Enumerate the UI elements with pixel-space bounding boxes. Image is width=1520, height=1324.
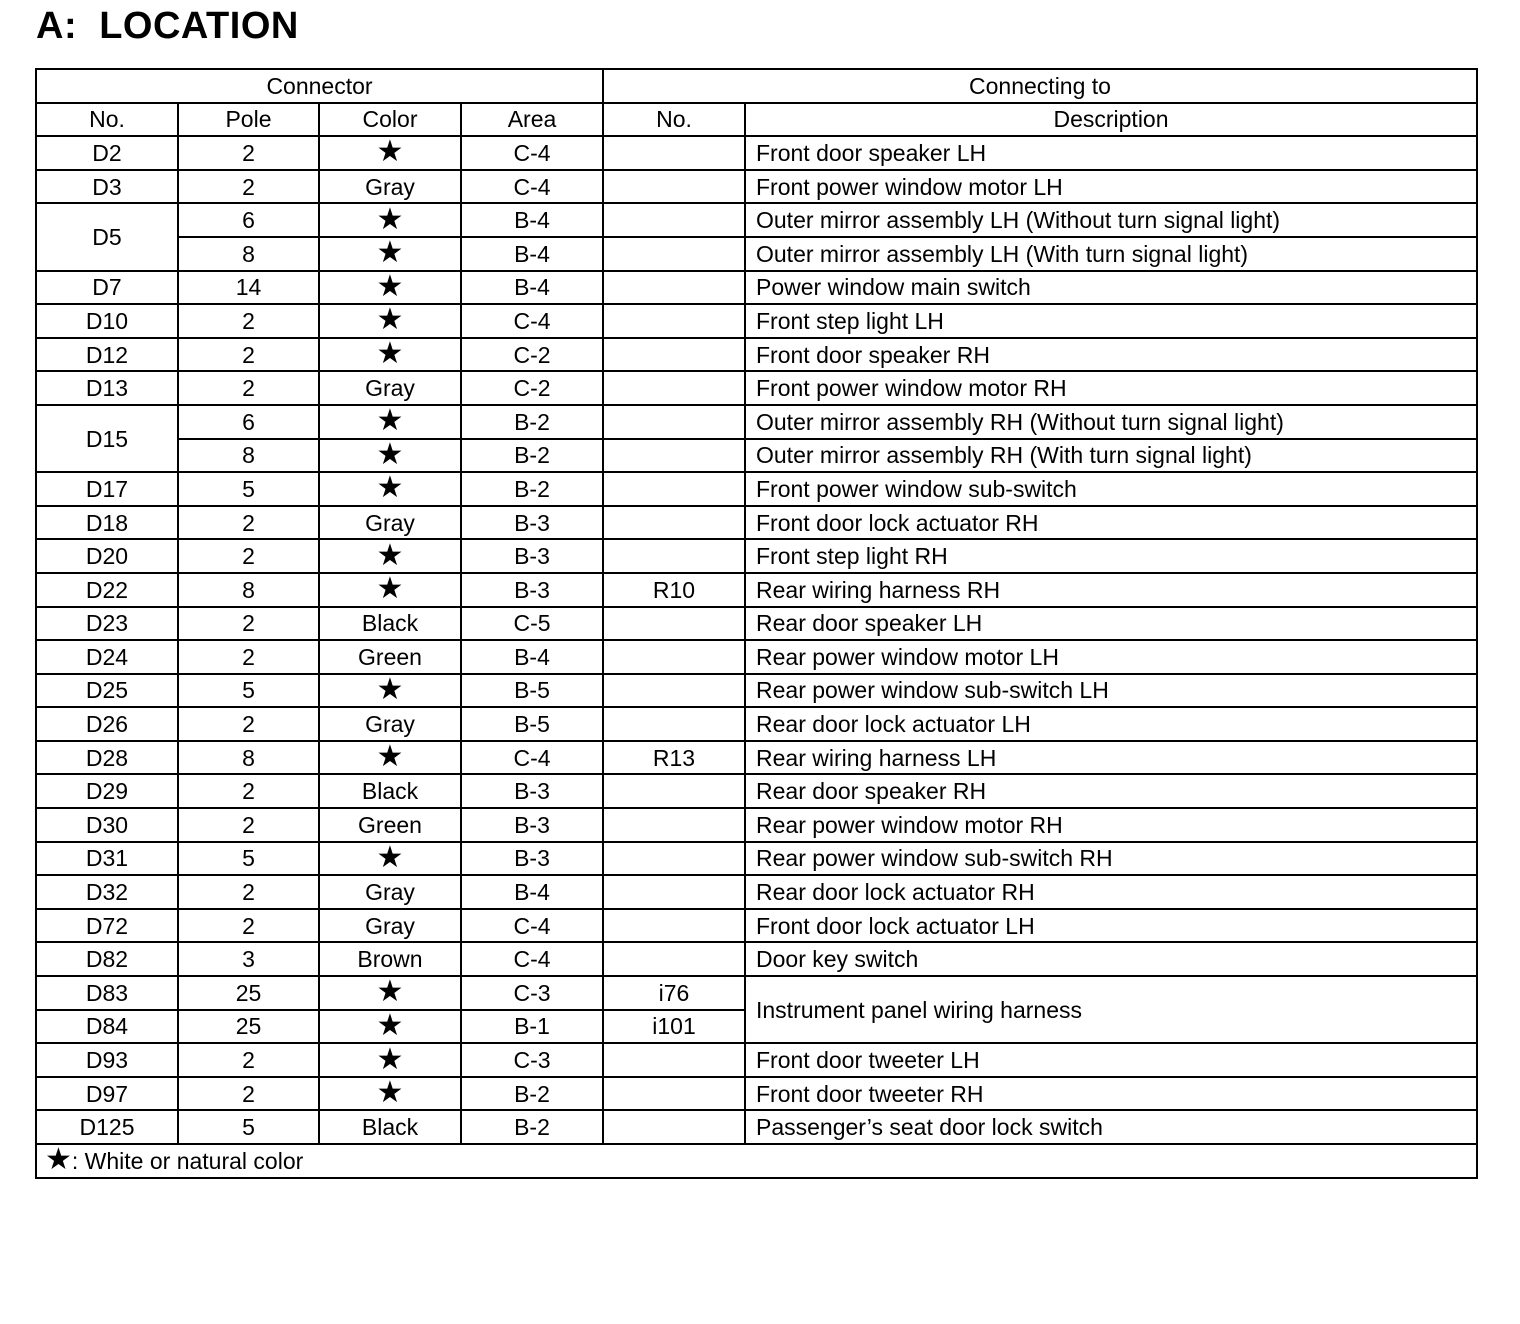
connector-no-cell: D93: [36, 1043, 178, 1077]
area-cell: B-2: [461, 1077, 603, 1111]
connecting-no-cell: [603, 875, 745, 909]
pole-cell: 2: [178, 1043, 319, 1077]
area-cell: B-3: [461, 506, 603, 540]
star-icon: ★: [376, 539, 404, 572]
connecting-no-cell: [603, 170, 745, 204]
connecting-no-cell: [603, 136, 745, 170]
color-cell: Gray: [319, 909, 461, 943]
area-cell: C-2: [461, 371, 603, 405]
description-cell: Front step light LH: [745, 304, 1477, 338]
connector-no-cell: D31: [36, 842, 178, 876]
table-row: [36, 842, 1477, 876]
table-row: [36, 1043, 1477, 1077]
description-cell: Outer mirror assembly LH (With turn signal light): [745, 237, 1477, 271]
table-row: [36, 271, 1477, 305]
connecting-no-cell: R10: [603, 573, 745, 607]
table-row: [36, 136, 1477, 170]
table-row: [36, 539, 1477, 573]
pole-cell: 2: [178, 909, 319, 943]
color-cell: [319, 237, 461, 271]
pole-cell: 2: [178, 136, 319, 170]
connecting-to-group-header: Connecting to: [603, 69, 1477, 103]
area-cell: B-2: [461, 1110, 603, 1144]
star-icon: ★: [376, 673, 404, 706]
connecting-no-cell: [603, 640, 745, 674]
connector-no-cell: D97: [36, 1077, 178, 1111]
connector-no-cell: D26: [36, 707, 178, 741]
connecting-no-cell: [603, 203, 745, 237]
table-row: [36, 942, 1477, 976]
description-cell: Power window main switch: [745, 271, 1477, 305]
area-cell: B-4: [461, 640, 603, 674]
page-title: A: LOCATION: [36, 5, 299, 47]
area-cell: C-4: [461, 136, 603, 170]
connector-no-cell: D17: [36, 472, 178, 506]
connector-no-cell: D3: [36, 170, 178, 204]
connector-no-cell: D5: [36, 203, 178, 270]
table-row: [36, 640, 1477, 674]
table-row: [36, 203, 1477, 237]
legend-text: : White or natural color: [71, 1148, 304, 1175]
column-header-row: [36, 103, 1477, 137]
table-row: [36, 371, 1477, 405]
pole-cell: 5: [178, 1110, 319, 1144]
connector-no-cell: D7: [36, 271, 178, 305]
description-cell: Rear power window sub-switch RH: [745, 842, 1477, 876]
color-cell: [319, 573, 461, 607]
area-cell: C-4: [461, 741, 603, 775]
pole-cell: 25: [178, 1010, 319, 1044]
description-cell: Front door tweeter RH: [745, 1077, 1477, 1111]
table-row: [36, 707, 1477, 741]
pole-cell: 2: [178, 1077, 319, 1111]
table-row: [36, 304, 1477, 338]
connector-no-cell: D22: [36, 573, 178, 607]
connecting-no-cell: [603, 472, 745, 506]
color-cell: Brown: [319, 942, 461, 976]
pole-cell: 8: [178, 439, 319, 473]
color-cell: [319, 976, 461, 1010]
area-cell: B-1: [461, 1010, 603, 1044]
table-row: [36, 338, 1477, 372]
table-row: [36, 1110, 1477, 1144]
connecting-no-cell: [603, 674, 745, 708]
color-cell: Gray: [319, 875, 461, 909]
table-row: [36, 439, 1477, 473]
connector-no-cell: D15: [36, 405, 178, 472]
connector-no-cell: D82: [36, 942, 178, 976]
area-cell: B-5: [461, 674, 603, 708]
table-row: [36, 875, 1477, 909]
area-cell: B-3: [461, 774, 603, 808]
connecting-no-cell: [603, 506, 745, 540]
column-header-pole: Pole: [178, 103, 319, 137]
description-cell: Instrument panel wiring harness: [745, 976, 1477, 1043]
pole-cell: 2: [178, 774, 319, 808]
pole-cell: 8: [178, 237, 319, 271]
color-cell: Green: [319, 808, 461, 842]
color-cell: Green: [319, 640, 461, 674]
star-icon: ★: [376, 236, 404, 270]
star-icon: ★: [376, 572, 404, 606]
table-row: [36, 170, 1477, 204]
table-row: [36, 976, 1477, 1010]
area-cell: C-3: [461, 976, 603, 1010]
area-cell: C-4: [461, 942, 603, 976]
connector-no-cell: D23: [36, 607, 178, 641]
pole-cell: 6: [178, 405, 319, 439]
pole-cell: 2: [178, 371, 319, 405]
area-cell: B-2: [461, 405, 603, 439]
star-icon: ★: [45, 1144, 72, 1177]
description-cell: Outer mirror assembly LH (Without turn signal light): [745, 203, 1477, 237]
table-row: [36, 741, 1477, 775]
connecting-no-cell: [603, 774, 745, 808]
pole-cell: 6: [178, 203, 319, 237]
color-cell: [319, 338, 461, 372]
connecting-no-cell: [603, 304, 745, 338]
star-icon: ★: [376, 337, 404, 371]
column-header-connecting-no: No.: [603, 103, 745, 137]
connector-location-table: [35, 68, 1478, 1179]
connector-no-cell: D18: [36, 506, 178, 540]
connecting-no-cell: [603, 607, 745, 641]
table-row: [36, 808, 1477, 842]
pole-cell: 2: [178, 707, 319, 741]
star-icon: ★: [376, 740, 404, 774]
description-cell: Rear door lock actuator LH: [745, 707, 1477, 741]
connector-no-cell: D10: [36, 304, 178, 338]
column-header-color: Color: [319, 103, 461, 137]
pole-cell: 8: [178, 573, 319, 607]
description-cell: Rear power window sub-switch LH: [745, 674, 1477, 708]
pole-cell: 3: [178, 942, 319, 976]
area-cell: B-5: [461, 707, 603, 741]
table-row: [36, 472, 1477, 506]
connector-no-cell: D12: [36, 338, 178, 372]
color-cell: [319, 439, 461, 473]
table-row: [36, 237, 1477, 271]
pole-cell: 5: [178, 842, 319, 876]
connecting-no-cell: [603, 271, 745, 305]
pole-cell: 2: [178, 808, 319, 842]
area-cell: C-5: [461, 607, 603, 641]
color-cell: [319, 842, 461, 876]
connector-no-cell: D30: [36, 808, 178, 842]
column-header-description: Description: [745, 103, 1477, 137]
connecting-no-cell: [603, 707, 745, 741]
color-cell: [319, 136, 461, 170]
color-cell: [319, 203, 461, 237]
table-row: [36, 607, 1477, 641]
color-cell: [319, 1010, 461, 1044]
pole-cell: 5: [178, 674, 319, 708]
connecting-no-cell: [603, 1077, 745, 1111]
description-cell: Front power window motor LH: [745, 170, 1477, 204]
table-row: [36, 774, 1477, 808]
table-row: [36, 405, 1477, 439]
description-cell: Rear wiring harness RH: [745, 573, 1477, 607]
color-cell: Black: [319, 1110, 461, 1144]
description-cell: Rear power window motor RH: [745, 808, 1477, 842]
area-cell: B-3: [461, 573, 603, 607]
color-cell: [319, 741, 461, 775]
legend-row: [36, 1144, 1477, 1178]
star-icon: ★: [376, 1076, 404, 1110]
connecting-no-cell: [603, 439, 745, 473]
pole-cell: 2: [178, 607, 319, 641]
connecting-no-cell: [603, 808, 745, 842]
connecting-no-cell: [603, 842, 745, 876]
column-header-no: No.: [36, 103, 178, 137]
description-cell: Front door speaker RH: [745, 338, 1477, 372]
description-cell: Front door lock actuator RH: [745, 506, 1477, 540]
column-header-area: Area: [461, 103, 603, 137]
description-cell: Front door speaker LH: [745, 136, 1477, 170]
connector-no-cell: D2: [36, 136, 178, 170]
color-cell: [319, 405, 461, 439]
connector-no-cell: D32: [36, 875, 178, 909]
area-cell: B-4: [461, 875, 603, 909]
color-cell: [319, 1077, 461, 1111]
connector-no-cell: D28: [36, 741, 178, 775]
area-cell: B-3: [461, 808, 603, 842]
area-cell: B-3: [461, 539, 603, 573]
connecting-no-cell: [603, 237, 745, 271]
table-row: [36, 674, 1477, 708]
connector-no-cell: D83: [36, 976, 178, 1010]
connecting-no-cell: i101: [603, 1010, 745, 1044]
pole-cell: 2: [178, 338, 319, 372]
color-cell: [319, 539, 461, 573]
star-icon: ★: [376, 270, 404, 303]
description-cell: Front power window motor RH: [745, 371, 1477, 405]
connecting-no-cell: [603, 1110, 745, 1144]
color-cell: Black: [319, 774, 461, 808]
area-cell: C-3: [461, 1043, 603, 1077]
area-cell: C-2: [461, 338, 603, 372]
connecting-no-cell: R13: [603, 741, 745, 775]
star-icon: ★: [376, 976, 404, 1009]
pole-cell: 25: [178, 976, 319, 1010]
connector-no-cell: D24: [36, 640, 178, 674]
description-cell: Rear door speaker RH: [745, 774, 1477, 808]
connector-no-cell: D72: [36, 909, 178, 943]
pole-cell: 5: [178, 472, 319, 506]
connector-no-cell: D84: [36, 1010, 178, 1044]
connecting-no-cell: i76: [603, 976, 745, 1010]
connecting-no-cell: [603, 1043, 745, 1077]
color-cell: Gray: [319, 170, 461, 204]
connecting-no-cell: [603, 405, 745, 439]
star-icon: ★: [376, 472, 404, 505]
pole-cell: 2: [178, 170, 319, 204]
pole-cell: 2: [178, 875, 319, 909]
description-cell: Outer mirror assembly RH (Without turn signal light): [745, 405, 1477, 439]
area-cell: B-4: [461, 271, 603, 305]
connector-no-cell: D25: [36, 674, 178, 708]
table-row: [36, 909, 1477, 943]
pole-cell: 2: [178, 539, 319, 573]
description-cell: Passenger’s seat door lock switch: [745, 1110, 1477, 1144]
color-cell: [319, 271, 461, 305]
description-cell: Rear door speaker LH: [745, 607, 1477, 641]
area-cell: B-2: [461, 439, 603, 473]
table-row: [36, 1077, 1477, 1111]
star-icon: ★: [376, 203, 404, 236]
area-cell: C-4: [461, 909, 603, 943]
connecting-no-cell: [603, 371, 745, 405]
star-icon: ★: [376, 841, 404, 874]
pole-cell: 2: [178, 304, 319, 338]
description-cell: Front step light RH: [745, 539, 1477, 573]
color-cell: Gray: [319, 506, 461, 540]
area-cell: B-4: [461, 203, 603, 237]
group-header-row: [36, 69, 1477, 103]
star-icon: ★: [376, 1009, 404, 1042]
table-row: [36, 506, 1477, 540]
star-icon: ★: [376, 136, 404, 169]
connector-no-cell: D20: [36, 539, 178, 573]
legend: [36, 1144, 1477, 1178]
area-cell: B-3: [461, 842, 603, 876]
description-cell: Door key switch: [745, 942, 1477, 976]
star-icon: ★: [376, 304, 404, 337]
connector-group-header: Connector: [36, 69, 603, 103]
pole-cell: 14: [178, 271, 319, 305]
pole-cell: 2: [178, 506, 319, 540]
connector-no-cell: D13: [36, 371, 178, 405]
description-cell: Rear door lock actuator RH: [745, 875, 1477, 909]
area-cell: B-4: [461, 237, 603, 271]
description-cell: Rear power window motor LH: [745, 640, 1477, 674]
description-cell: Outer mirror assembly RH (With turn signal light): [745, 439, 1477, 473]
color-cell: [319, 472, 461, 506]
area-cell: C-4: [461, 304, 603, 338]
pole-cell: 8: [178, 741, 319, 775]
table-row: [36, 573, 1477, 607]
description-cell: Front door tweeter LH: [745, 1043, 1477, 1077]
connecting-no-cell: [603, 539, 745, 573]
star-icon: ★: [376, 438, 404, 471]
description-cell: Front power window sub-switch: [745, 472, 1477, 506]
connecting-no-cell: [603, 942, 745, 976]
description-cell: Front door lock actuator LH: [745, 909, 1477, 943]
connector-no-cell: D29: [36, 774, 178, 808]
area-cell: C-4: [461, 170, 603, 204]
star-icon: ★: [376, 404, 404, 438]
color-cell: [319, 1043, 461, 1077]
color-cell: [319, 674, 461, 708]
pole-cell: 2: [178, 640, 319, 674]
connector-no-cell: D125: [36, 1110, 178, 1144]
color-cell: Gray: [319, 707, 461, 741]
color-cell: [319, 304, 461, 338]
color-cell: Gray: [319, 371, 461, 405]
description-cell: Rear wiring harness LH: [745, 741, 1477, 775]
star-icon: ★: [376, 1043, 404, 1076]
connecting-no-cell: [603, 338, 745, 372]
color-cell: Black: [319, 607, 461, 641]
area-cell: B-2: [461, 472, 603, 506]
connecting-no-cell: [603, 909, 745, 943]
